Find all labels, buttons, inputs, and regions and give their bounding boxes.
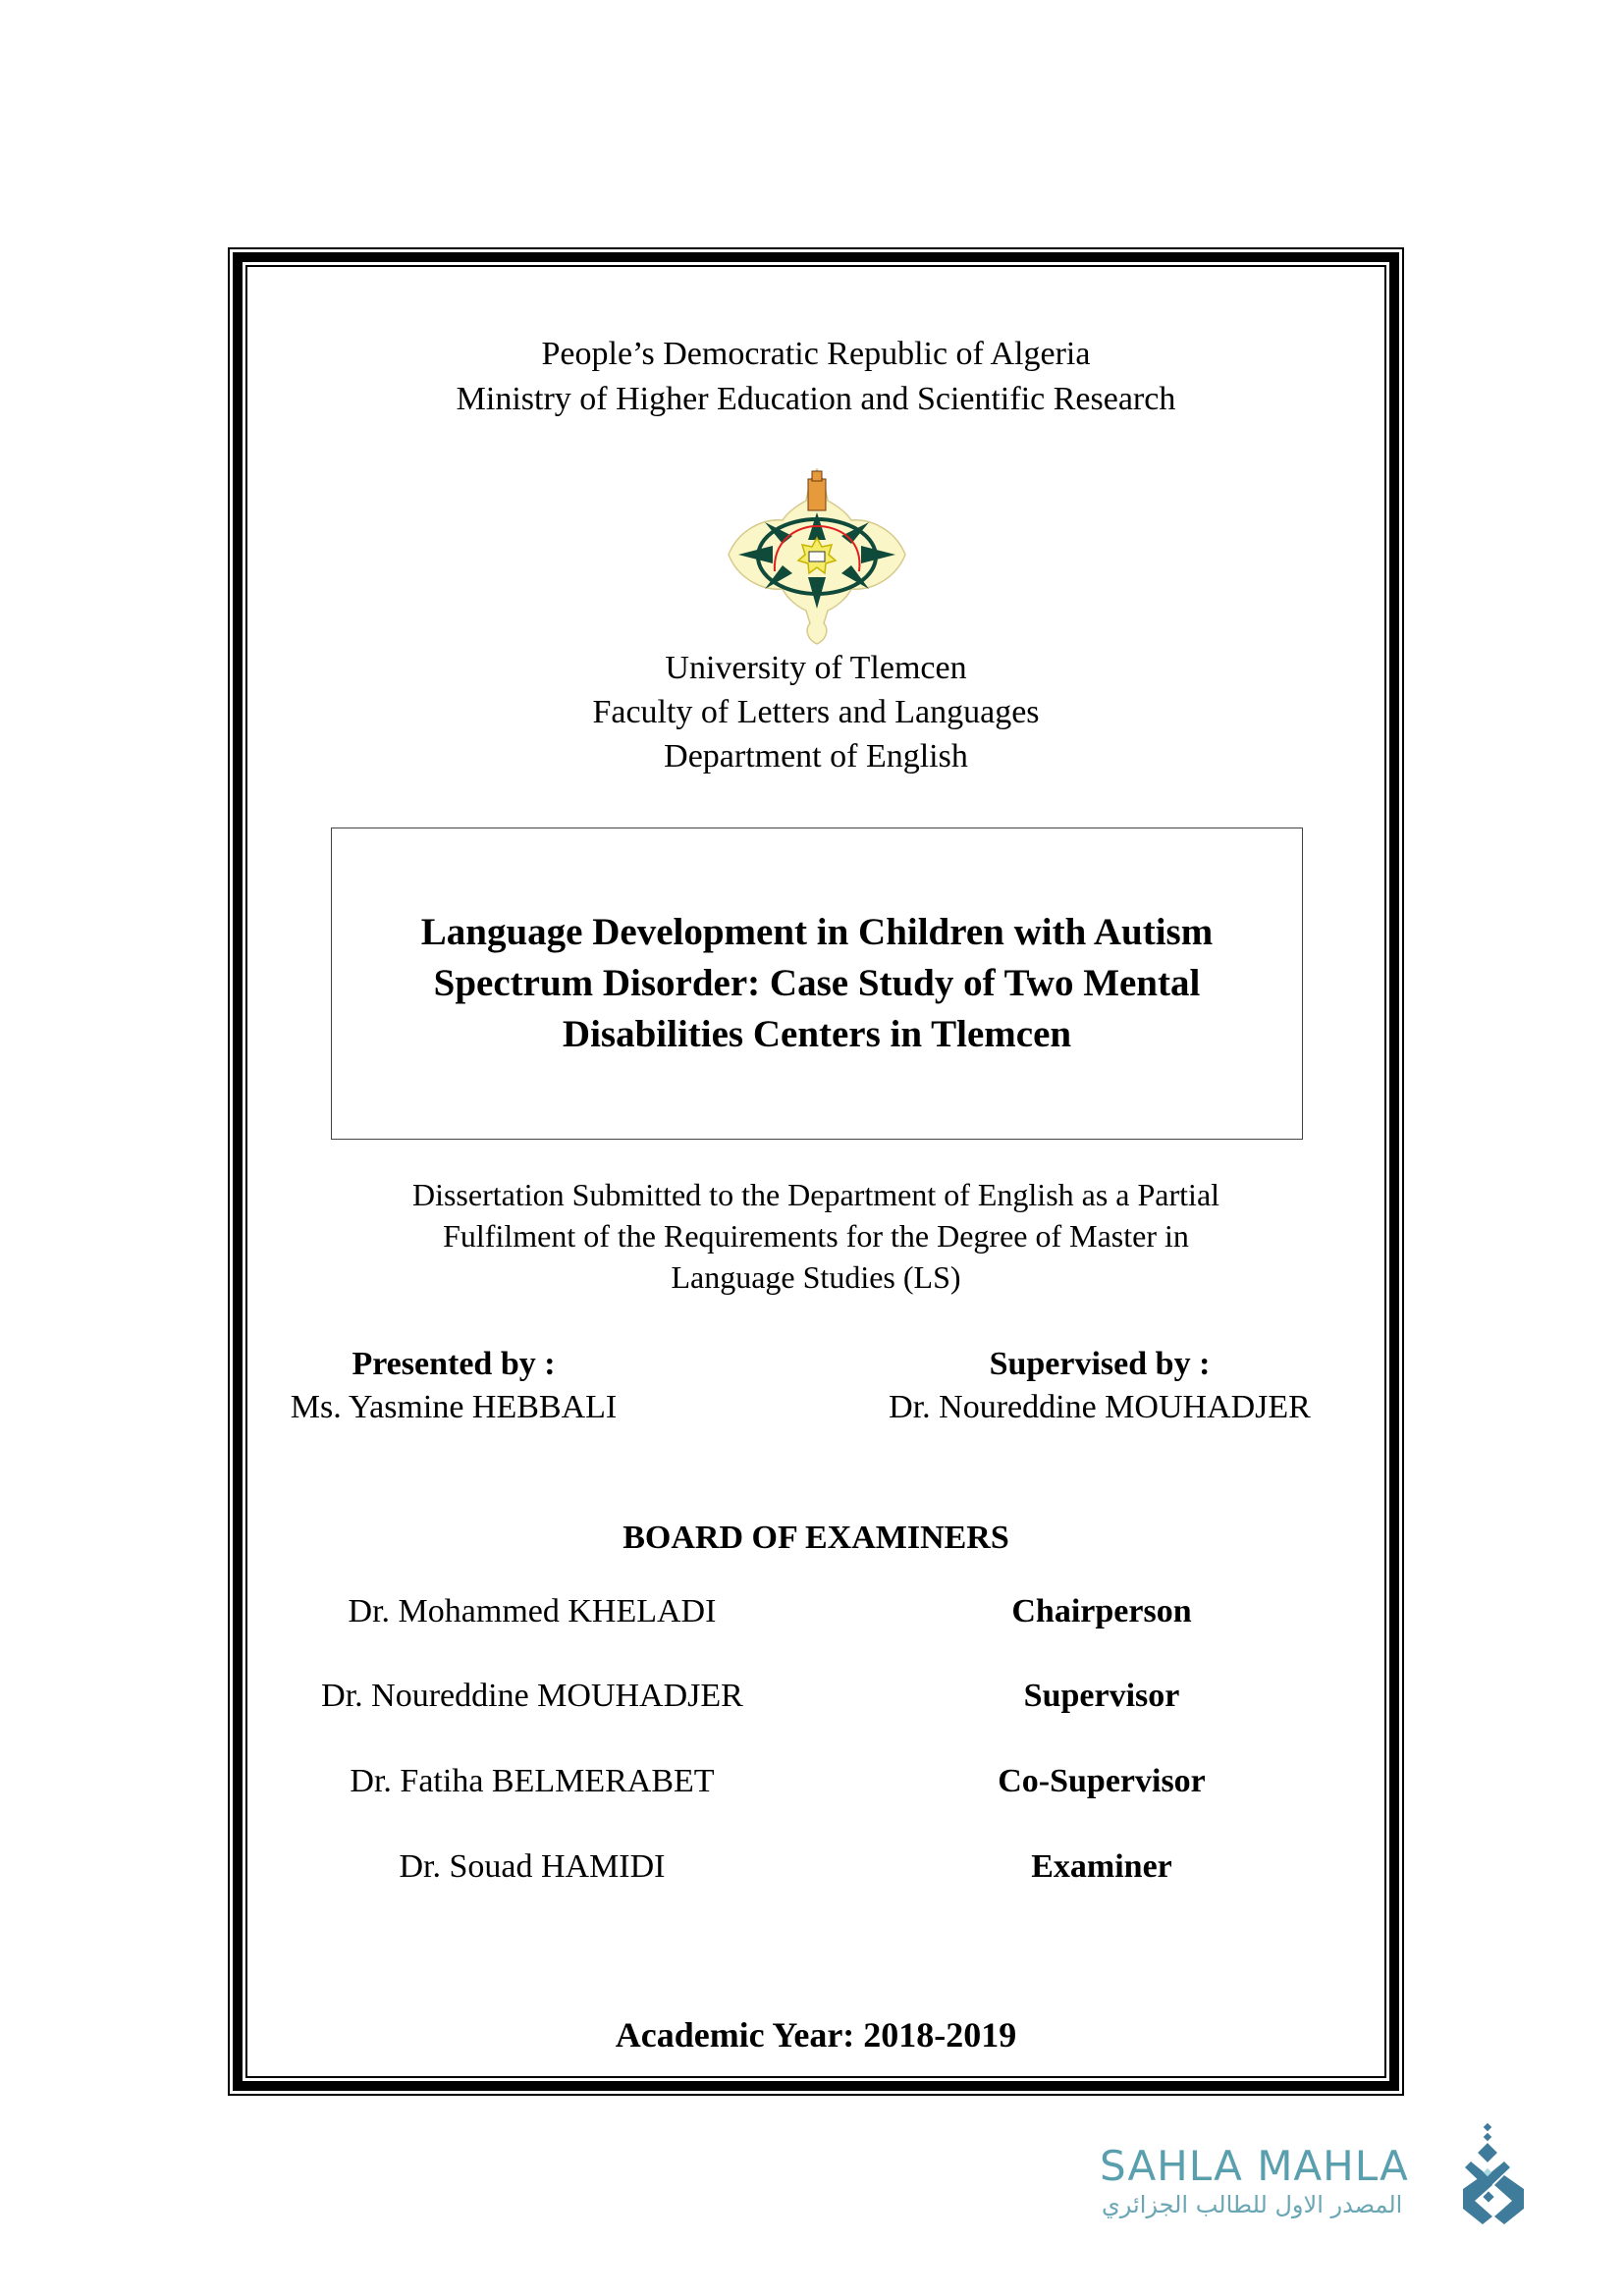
university-name: University of Tlemcen xyxy=(665,650,967,686)
university-crest-icon xyxy=(714,461,920,648)
title-line-1: Language Development in Children with Autism xyxy=(420,911,1214,953)
submission-line-2: Fulfilment of the Requirements for the Degree of Master in xyxy=(443,1218,1189,1254)
supervisor-name: Dr. Noureddine MOUHADJER xyxy=(889,1389,1311,1425)
examiner-row xyxy=(247,1590,1384,1649)
title-line-2: Spectrum Disorder: Case Study of Two Mental xyxy=(433,962,1201,1004)
submission-line-3: Language Studies (LS) xyxy=(671,1259,961,1295)
presented-by-label: Presented by : xyxy=(352,1346,556,1382)
watermark-tagline: المصدر الاول للطالب الجزائري xyxy=(1102,2191,1403,2218)
department-name: Department of English xyxy=(664,738,968,774)
presented-by-block xyxy=(257,1343,650,1429)
examiner-role: Co-Supervisor xyxy=(998,1763,1206,1799)
examiner-name: Dr. Mohammed KHELADI xyxy=(348,1593,717,1629)
examiner-name: Dr. Souad HAMIDI xyxy=(399,1848,666,1885)
supervised-by-label: Supervised by : xyxy=(989,1346,1211,1382)
title-line-3: Disabilities Centers in Tlemcen xyxy=(562,1013,1072,1055)
country-name: People’s Democratic Republic of Algeria xyxy=(541,336,1091,372)
examiner-row xyxy=(247,1845,1384,1904)
country-ministry-header xyxy=(247,332,1384,422)
examiner-role: Supervisor xyxy=(1023,1678,1180,1714)
watermark-brand: SAHLA MAHLA xyxy=(1100,2142,1409,2190)
supervised-by-block xyxy=(844,1343,1355,1429)
examiner-role: Chairperson xyxy=(1011,1593,1192,1629)
institution-block xyxy=(247,646,1384,778)
examiner-role: Examiner xyxy=(1031,1848,1172,1885)
examiner-row xyxy=(247,1760,1384,1819)
academic-year: Academic Year: 2018-2019 xyxy=(615,2015,1017,2055)
examiner-row xyxy=(247,1675,1384,1734)
dissertation-title-box xyxy=(331,828,1303,1140)
dissertation-title xyxy=(346,907,1288,1060)
sahla-mahla-logo-icon xyxy=(1463,2120,1542,2228)
student-name: Ms. Yasmine HEBBALI xyxy=(290,1389,618,1425)
submission-statement xyxy=(247,1174,1384,1298)
sahla-mahla-watermark xyxy=(1090,2120,1561,2228)
faculty-name: Faculty of Letters and Languages xyxy=(592,694,1040,730)
submission-line-1: Dissertation Submitted to the Department of English as a Partial xyxy=(411,1177,1220,1212)
examiner-name: Dr. Fatiha BELMERABET xyxy=(350,1763,715,1799)
ministry-name: Ministry of Higher Education and Scientific Research xyxy=(456,381,1176,417)
examiner-name: Dr. Noureddine MOUHADJER xyxy=(321,1678,743,1714)
board-title: BOARD OF EXAMINERS xyxy=(623,1520,1009,1556)
